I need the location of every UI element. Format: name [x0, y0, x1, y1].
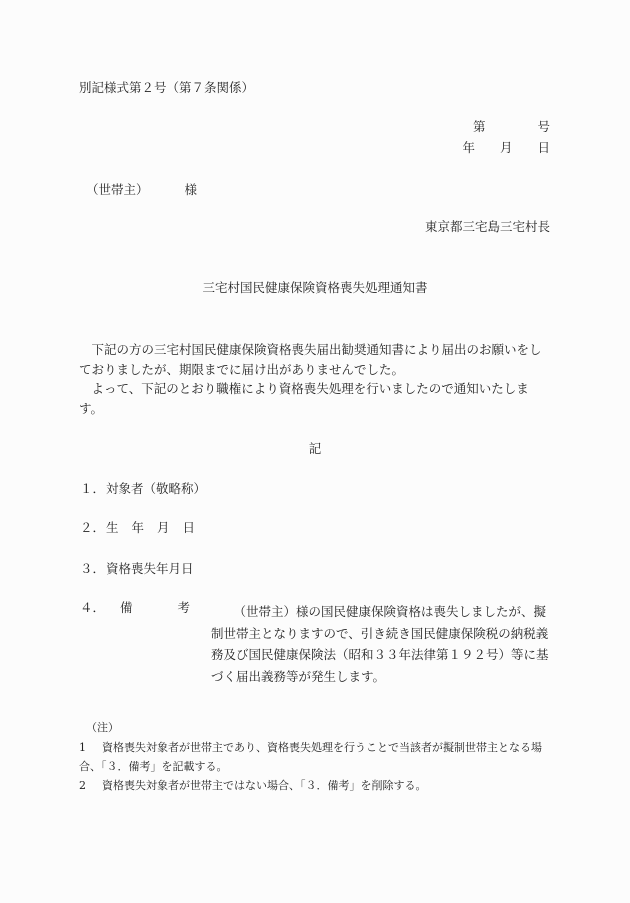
- note-entry: [79, 738, 559, 776]
- item-remarks: [80, 602, 190, 615]
- addressee-name: （世帯主）: [86, 182, 149, 197]
- issuer: 東京都三宅島三宅村長: [424, 219, 550, 234]
- item-target-person: [80, 483, 206, 496]
- date-month: 月: [499, 140, 513, 155]
- item-label: 対象者（敬略称）: [106, 481, 207, 496]
- date-year: 年: [462, 140, 475, 155]
- date-day: 日: [537, 140, 550, 155]
- item-number: １．: [80, 481, 106, 496]
- note-text: 資格喪失対象者が世帯主であり、資格喪失処理を行うことで当該者が擬制世帯主となる場合、「３．備考」を記載する。: [79, 741, 542, 773]
- item-label-part: 年: [131, 520, 145, 535]
- note-entry: [79, 776, 559, 795]
- ki-heading: 記: [308, 441, 322, 456]
- item-label-part: 生: [106, 520, 119, 535]
- notes-list: [79, 738, 559, 795]
- note-text: 資格喪失対象者が世帯主ではない場合、「３．備考」を削除する。: [102, 779, 427, 792]
- addressee-honorific: 様: [184, 182, 198, 197]
- body-paragraph: 下記の方の三宅村国民健康保険資格喪失届出勧奨通知書により届出のお願いをしておりましたが、期限までに届け出がありませんでした。: [79, 342, 542, 377]
- item-label-part: 備: [120, 600, 133, 615]
- item-label: 資格喪失年月日: [106, 561, 194, 576]
- document-date-line: [462, 142, 550, 155]
- remarks-text: （世帯主）様の国民健康保険資格は喪失しましたが、擬制世帯主となりますので、引き続き国民健康保険税の納税義務及び国民健康保険法（昭和３３年法律第１９２号）等に基づく届出義務等が発生します。: [211, 604, 549, 684]
- item-number: ４．: [80, 600, 106, 615]
- form-identifier: 別記様式第２号（第７条関係）: [79, 80, 255, 95]
- item-loss-date: [80, 563, 194, 576]
- body-paragraph: よって、下記のとおり職権により資格喪失処理を行いましたので通知いたします。: [79, 381, 529, 416]
- item-number: ３．: [80, 561, 106, 576]
- item-label-part: 考: [177, 600, 191, 615]
- document-title: 三宅村国民健康保険資格喪失処理通知書: [202, 280, 428, 295]
- document-number-line: [473, 121, 550, 134]
- addressee: [86, 184, 197, 197]
- number-prefix: 第: [472, 119, 486, 134]
- note-number: 2: [79, 779, 86, 792]
- notes-heading: （注）: [86, 721, 119, 734]
- number-suffix: 号: [537, 119, 550, 134]
- body-text: [79, 340, 551, 418]
- item-label-part: 月: [157, 520, 170, 535]
- note-number: 1: [79, 741, 86, 754]
- item-birth-date: [80, 522, 195, 535]
- item-label-part: 日: [182, 520, 196, 535]
- item-number: ２．: [80, 520, 106, 535]
